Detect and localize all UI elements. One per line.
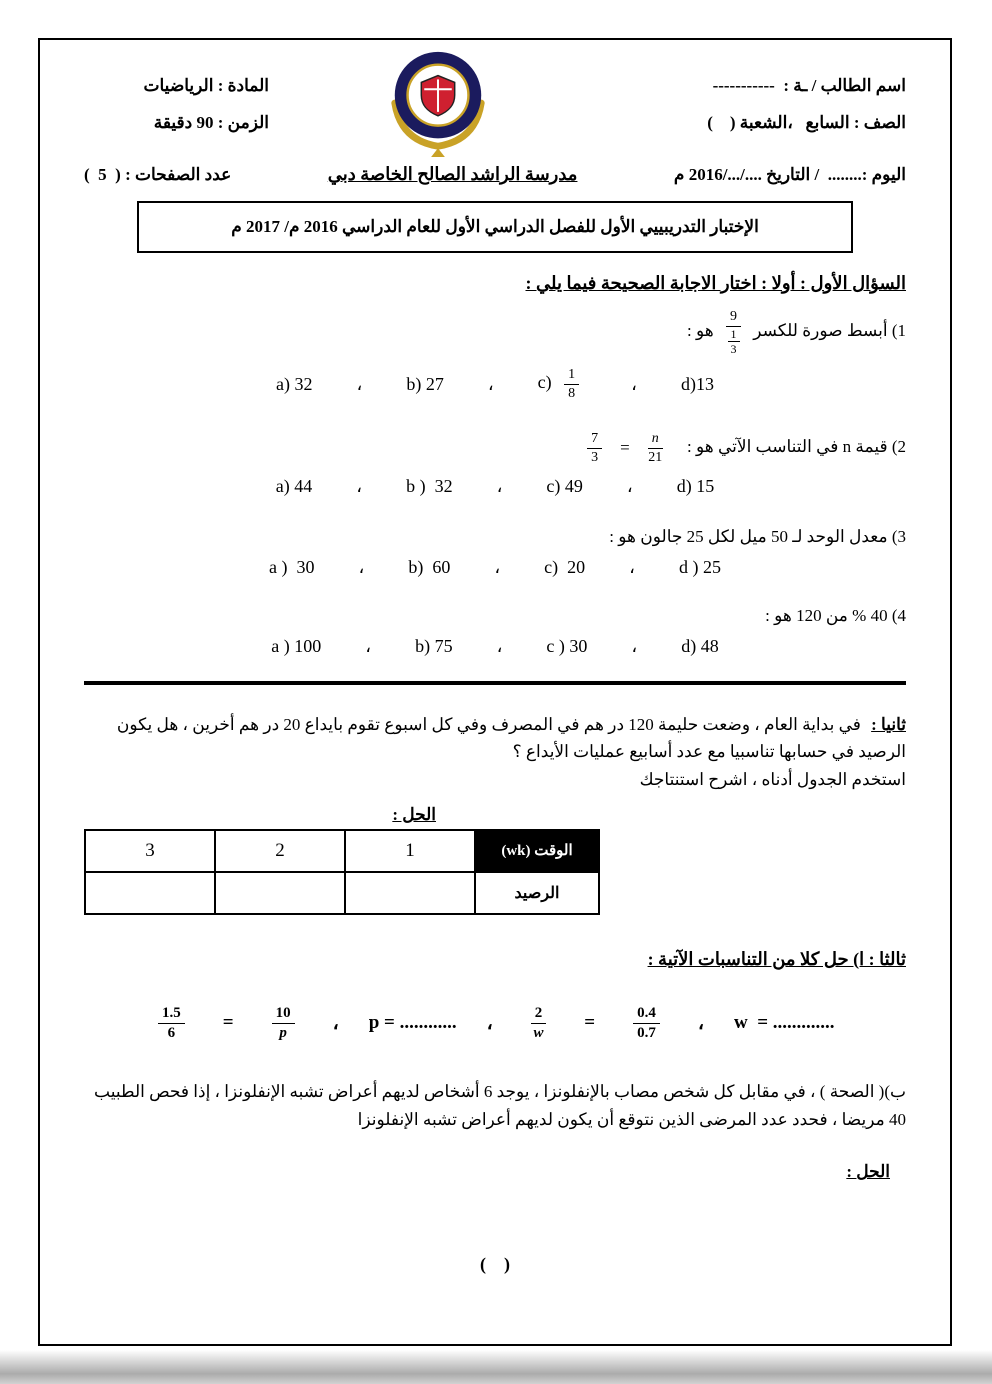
proportion2-lhs-fraction: [531, 1004, 547, 1043]
balance-table: [84, 829, 600, 915]
fraction-numerator: 1: [564, 366, 579, 385]
fraction-numerator: 1: [728, 327, 740, 342]
fraction-numerator: 9: [726, 308, 741, 327]
table-balance-row: [85, 872, 599, 914]
separator: ،: [356, 373, 363, 394]
fraction-numerator: 10: [272, 1004, 295, 1024]
page-number-marker: ( ): [480, 1254, 510, 1275]
w-answer-blank: w = .............: [733, 1012, 835, 1034]
fraction-numerator: 0.4: [633, 1004, 660, 1024]
fraction-numerator: 1.5: [158, 1004, 185, 1024]
part2-label: ثانيا :: [871, 715, 906, 735]
option-b: b ) 32: [406, 476, 453, 497]
separator: ،: [486, 1012, 493, 1034]
header-right-block: [606, 68, 906, 141]
option-c: c) 49: [546, 476, 583, 497]
question-2-stem: 2) قيمة n في التناسب الآتي هو :: [687, 437, 906, 457]
separator: ،: [697, 1012, 704, 1034]
proportions-row: [84, 1004, 906, 1043]
fraction-numerator: n: [648, 430, 663, 449]
student-name-line: اسم الطالب / ـة : -----------: [712, 76, 906, 95]
part3-solution-row: [84, 1162, 906, 1182]
time-header-cell: الوقت (wk): [475, 830, 599, 872]
separator: ،: [358, 557, 365, 578]
separator: ،: [487, 373, 494, 394]
fraction-denominator: w: [533, 1024, 544, 1041]
fraction-denominator: 21: [648, 449, 663, 465]
balance-label-cell: الرصيد: [475, 872, 599, 914]
balance-empty-cell-2: [215, 872, 345, 914]
separator: ،: [631, 373, 637, 394]
part3-heading: ثالثا : ا) حل كلا من التناسبات الآتية :: [647, 948, 906, 969]
question-3: [84, 527, 906, 547]
option-a: a ) 100: [271, 636, 322, 657]
header-third-row: [84, 164, 906, 185]
part3-solution-label: الحل :: [846, 1162, 890, 1182]
separator: ،: [356, 476, 363, 497]
proportion1-rhs-fraction: [272, 1004, 295, 1043]
fraction-denominator: 3: [730, 341, 737, 356]
separator: ،: [332, 1012, 339, 1034]
grade-section-line: الصف : السابع ،الشعبة ( ): [707, 112, 906, 132]
option-c-fraction: [564, 366, 579, 402]
fraction-numerator: 7: [587, 430, 602, 449]
section-divider: [84, 681, 906, 685]
question-3-stem: 3) معدل الوحد لـ 50 ميل لكل 25 جالون هو :: [609, 527, 906, 547]
separator: ،: [629, 557, 635, 578]
option-d: d ) 25: [678, 557, 721, 578]
part2-solution-row: [84, 805, 906, 825]
balance-empty-cell-3: [85, 872, 215, 914]
fraction-denominator-fraction: [728, 327, 740, 357]
proportion1-lhs-fraction: [158, 1004, 185, 1043]
question-one-heading: السؤال الأول : أولا : اختار الاجابة الصحيحة فيما يلي :: [525, 273, 906, 293]
p-answer-blank: p = ............: [368, 1012, 457, 1034]
fraction-denominator: 8: [568, 385, 576, 401]
question-2-proportion: [579, 430, 671, 466]
fraction-denominator: 6: [167, 1024, 176, 1041]
exam-page: [38, 38, 952, 1346]
fraction-numerator: 2: [531, 1004, 547, 1024]
equals-sign: =: [222, 1012, 234, 1034]
part2-solution-label: الحل :: [392, 804, 436, 824]
time-line: الزمن : 90 دقيقة: [153, 112, 269, 132]
part2-text: في بداية العام ، وضعت حليمة 120 در هم في المصرف وفي كل اسبوع تقوم بايداع 20 در هم أخرين ، هل يكون الرصيد في حسابها تناسبيا مع عدد أسابيع عمليات الأيداع ؟: [116, 715, 906, 762]
day-date-line: اليوم :........ / التاريخ ..../.../2016 م: [673, 165, 906, 184]
option-b: b) 27: [406, 373, 444, 394]
option-a: a ) 30: [269, 557, 315, 578]
separator: ،: [631, 636, 638, 657]
rhs-fraction: [648, 430, 663, 466]
question-1-complex-fraction: [726, 308, 741, 356]
question-4-options: [84, 636, 906, 657]
fraction-denominator: 0.7: [637, 1024, 656, 1041]
pages-count-line: عدد الصفحات : ( 5 ): [84, 165, 232, 184]
option-d: d) 15: [676, 476, 715, 497]
question-2: [84, 430, 906, 466]
fraction-denominator: p: [279, 1024, 287, 1041]
week-3-cell: 3: [85, 830, 215, 872]
question-3-options: [84, 557, 906, 578]
header-left-block: [84, 68, 269, 141]
question-2-options: [84, 476, 906, 497]
question-1-options: [84, 366, 906, 402]
separator: ،: [496, 476, 503, 497]
proportion2-rhs-fraction: [633, 1004, 660, 1043]
question-4-stem: 4) 40 % من 120 هو :: [765, 606, 906, 626]
equals-sign: =: [620, 438, 630, 458]
table-header-row: [85, 830, 599, 872]
option-d: d) 48: [681, 636, 719, 657]
part3-b-question: ب)( الصحة ) ، في مقابل كل شخص مصاب بالإنفلونزا ، يوجد 6 أشخاص لديهم أعراض تشبه الإنفلونزا ، إذا فحص الطبيب 40 مريضا ، فحدد عدد المرضى الذين نتوقع أن يكون لديهم أعراض تشبه الإنفلونزا: [94, 1082, 906, 1130]
separator: ،: [496, 636, 503, 657]
lhs-fraction: [587, 430, 602, 466]
school-logo-icon: [377, 48, 499, 160]
fraction-denominator: 3: [591, 449, 599, 465]
separator: ،: [626, 476, 633, 497]
question-1-stem: 1) أبسط صورة للكسر: [753, 321, 906, 341]
part2-instruction: استخدم الجدول أدناه ، اشرح استنتاجك: [639, 769, 906, 789]
option-b: b) 60: [408, 557, 451, 578]
school-name: مدرسة الراشد الصالح الخاصة دبي: [327, 164, 578, 184]
exam-title-box: الإختبار التدريبييي الأول للفصل الدراسي الأول للعام الدراسي 2016 م/ 2017 م: [137, 201, 853, 253]
option-c: c) 20: [544, 557, 586, 578]
scan-bottom-edge: [0, 1350, 992, 1384]
week-1-cell: 1: [345, 830, 475, 872]
page-header: [84, 40, 906, 160]
balance-empty-cell-1: [345, 872, 475, 914]
separator: ،: [494, 557, 501, 578]
option-c-label: c): [537, 372, 552, 393]
question-1: [84, 308, 906, 356]
option-c: [538, 366, 587, 402]
option-c: c ) 30: [546, 636, 588, 657]
subject-line: المادة : الرياضيات: [143, 76, 269, 95]
separator: ،: [365, 636, 372, 657]
part2-question: [84, 711, 906, 793]
week-2-cell: 2: [215, 830, 345, 872]
option-d: d)13: [680, 373, 714, 394]
equals-sign: =: [584, 1012, 596, 1034]
option-a: a) 44: [275, 476, 313, 497]
question-1-suffix: هو :: [687, 321, 714, 341]
option-a: a) 32: [276, 373, 313, 394]
option-b: b) 75: [415, 636, 453, 657]
question-4: [84, 606, 906, 626]
